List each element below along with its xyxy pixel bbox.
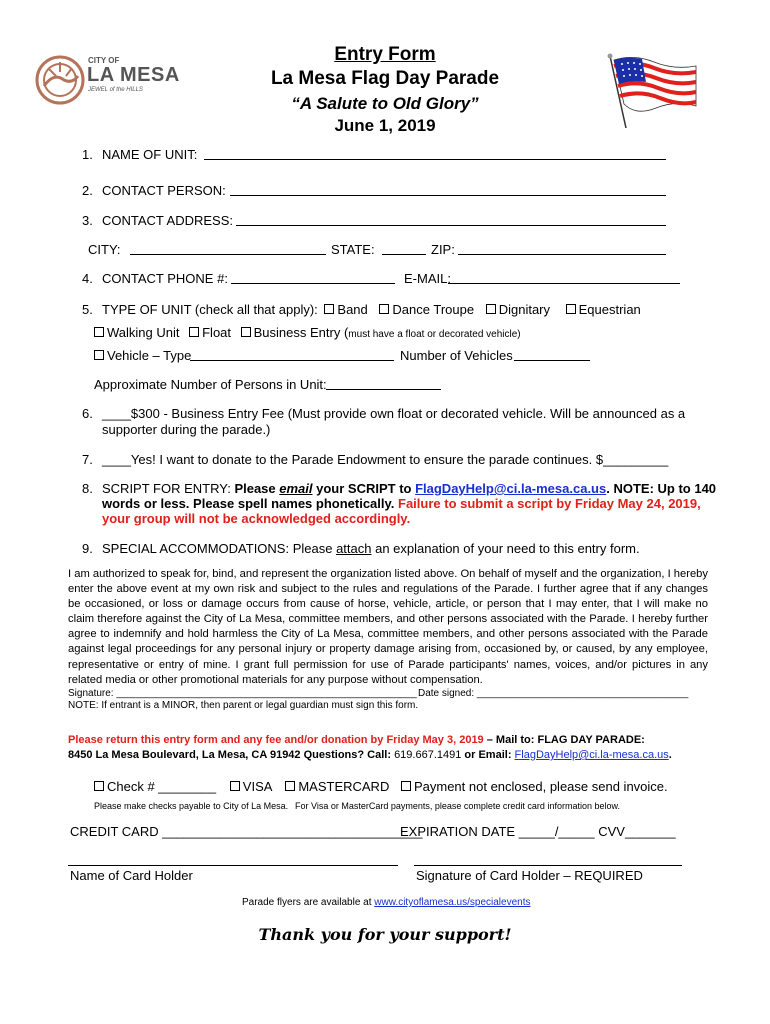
contact-person-label: CONTACT PERSON: (102, 183, 226, 198)
field-9-number: 9. (82, 541, 93, 556)
email-label: E-MAIL: (404, 271, 451, 286)
float-label: Float (202, 325, 232, 340)
field-3-number: 3. (82, 213, 93, 228)
script-deadline-warning: Failure to submit a script by Friday May 24, 2019, (398, 496, 701, 511)
logo-tagline: JEWEL of the HILLS (88, 87, 143, 93)
accommodations-label: SPECIAL ACCOMMODATIONS: Please (102, 541, 337, 556)
vehicle-checkbox[interactable] (94, 350, 104, 360)
business-fee-line2: supporter during the parade.) (102, 422, 271, 437)
name-of-unit-label: NAME OF UNIT: (102, 147, 198, 162)
dance-troupe-checkbox[interactable] (379, 304, 389, 314)
field-5-number: 5. (82, 302, 93, 317)
field-8-number: 8. (82, 481, 93, 496)
logo-emblem-icon (34, 54, 86, 106)
questions-phone: 619.667.1491 (394, 749, 462, 761)
walking-unit-checkbox[interactable] (94, 327, 104, 337)
dignitary-label: Dignitary (498, 302, 550, 317)
card-holder-signature-line[interactable] (414, 865, 682, 866)
card-holder-name-line[interactable] (68, 865, 398, 866)
dance-troupe-label: Dance Troupe (392, 302, 475, 317)
questions-email-link[interactable]: FlagDayHelp@ci.la-mesa.ca.us (514, 749, 669, 761)
email-field[interactable] (448, 271, 680, 284)
accommodations-rest: an explanation of your need to this entry form. (371, 541, 640, 556)
mastercard-label: MASTERCARD (298, 779, 390, 794)
return-line-1 (68, 734, 645, 746)
business-fee-text (102, 406, 685, 421)
accommodations-attach: attach (336, 541, 372, 556)
card-holder-name-label: Name of Card Holder (70, 868, 193, 883)
vehicle-type-field[interactable] (190, 348, 394, 361)
period: . (668, 749, 672, 761)
form-subtitle: La Mesa Flag Day Parade (270, 68, 500, 89)
script-email-word: email (279, 481, 313, 496)
invoice-checkbox[interactable] (401, 781, 411, 791)
contact-person-field[interactable] (230, 183, 666, 196)
script-line-3: your group will not be acknowledged accordingly. (102, 511, 411, 526)
donation-label: Yes! I want to donate to the Parade Endowment to ensure the parade continues. $_________ (130, 452, 669, 467)
number-of-vehicles-field[interactable] (514, 348, 590, 361)
contact-address-field[interactable] (236, 213, 666, 226)
contact-address-label: CONTACT ADDRESS: (102, 213, 233, 228)
dignitary-checkbox[interactable] (486, 304, 496, 314)
visa-checkbox[interactable] (230, 781, 240, 791)
check-label: Check # ________ (107, 779, 217, 794)
donation-blank[interactable]: ____ (102, 452, 131, 467)
signature-field[interactable]: Signature: ______________________________________________________ (68, 688, 417, 699)
or-email-label: or Email: (461, 749, 515, 761)
american-flag-icon (604, 52, 700, 132)
business-entry-label: Business Entry ( (253, 325, 349, 340)
form-date: June 1, 2019 (334, 116, 436, 135)
la-mesa-logo (34, 50, 180, 110)
logo-city-of: CITY OF (88, 56, 120, 65)
equestrian-label: Equestrian (578, 302, 641, 317)
mail-address: 8450 La Mesa Boulevard, La Mesa, CA 91942 Questions? Call: (68, 749, 395, 761)
band-checkbox[interactable] (324, 304, 334, 314)
band-label: Band (337, 302, 368, 317)
state-field[interactable] (382, 242, 426, 255)
return-deadline: Please return this entry form and any fee and/or donation by Friday May 3, 2019 (68, 734, 484, 746)
special-accommodations (102, 541, 640, 556)
field-4-number: 4. (82, 271, 93, 286)
city-field[interactable] (130, 242, 326, 255)
vehicle-row (94, 348, 191, 363)
persons-field[interactable] (326, 377, 441, 390)
thank-you-message: Thank you for your support! (258, 925, 512, 944)
field-7-number: 7. (82, 452, 93, 467)
type-of-unit-row (102, 302, 641, 317)
equestrian-checkbox[interactable] (566, 304, 576, 314)
mail-to-label: – Mail to: FLAG DAY PARADE: (483, 734, 645, 746)
form-title: Entry Form (334, 44, 436, 65)
contact-phone-label: CONTACT PHONE #: (102, 271, 228, 286)
zip-label: ZIP: (431, 242, 455, 257)
mastercard-checkbox[interactable] (285, 781, 295, 791)
script-line-1 (102, 481, 716, 496)
business-entry-checkbox[interactable] (241, 327, 251, 337)
logo-name: LA MESA (87, 64, 180, 86)
script-note: . NOTE: Up to 140 (606, 481, 717, 496)
minor-note: NOTE: If entrant is a MINOR, then parent or legal guardian must sign this form. (68, 700, 419, 711)
invoice-label: Payment not enclosed, please send invoice. (413, 779, 668, 794)
liability-agreement: I am authorized to speak for, bind, and represent the organization listed above. On behalf of myself and the organization, I hereby enter the above event at my own risk and subject to the rules and regulations of the Parade. I further agree that if any changes be occasioned, or loss or damage occurs from cause of horse, vehicle, article, or person that I may enter, that I will make no claim therefore against the City of La Mesa, committee members, and other persons associated with the Parade. I hereby further agree to indemnify and hold harmless the City of La Mesa, committee members, and other persons associated with the Parade against legal proceedings for any personal injury or property damage arising from, occasioned by, or caused, by any employee, representative or entry of mine. I grant full permission for use of Parade participants' names, voices, and/or pictures in any related media or other promotional materials for any purpose without compensation. (68, 568, 708, 686)
persons-label: Approximate Number of Persons in Unit: (94, 377, 327, 392)
payment-options (94, 779, 668, 794)
city-label: CITY: (88, 242, 121, 257)
business-fee-line1: $300 - Business Entry Fee (Must provide own float or decorated vehicle. Will be announced as a (130, 406, 686, 421)
script-email-link[interactable]: FlagDayHelp@ci.la-mesa.ca.us (415, 481, 607, 496)
number-of-vehicles-label: Number of Vehicles (400, 348, 513, 363)
business-entry-note: must have a float or decorated vehicle) (348, 329, 521, 340)
card-holder-signature-label: Signature of Card Holder – REQUIRED (416, 868, 643, 883)
name-of-unit-field[interactable] (204, 147, 666, 160)
script-phonetic-note: words or less. Please spell names phonetically. (102, 496, 398, 511)
script-line-2 (102, 496, 701, 511)
return-line-2 (68, 749, 672, 761)
check-checkbox[interactable] (94, 781, 104, 791)
flyers-link[interactable]: www.cityoflamesa.us/specialevents (374, 897, 531, 908)
check-payable-note: Please make checks payable to City of La Mesa. (94, 801, 289, 811)
script-label: SCRIPT FOR ENTRY: (102, 481, 231, 496)
visa-label: VISA (242, 779, 272, 794)
business-fee-blank[interactable]: ____ (102, 406, 131, 421)
field-6-number: 6. (82, 406, 93, 421)
date-signed-field[interactable]: Date signed: ______________________________________ (418, 688, 689, 699)
type-of-unit-label: TYPE OF UNIT (check all that apply): (102, 302, 318, 317)
state-label: STATE: (331, 242, 375, 257)
flyers-label: Parade flyers are available at (242, 897, 375, 908)
contact-phone-field[interactable] (231, 271, 395, 284)
field-2-number: 2. (82, 183, 93, 198)
field-1-number: 1. (82, 147, 93, 162)
script-please: Please (230, 481, 280, 496)
flyers-note (242, 897, 530, 908)
vehicle-type-label: Vehicle – Type (107, 348, 192, 363)
walking-unit-label: Walking Unit (107, 325, 180, 340)
type-of-unit-row-2 (94, 325, 521, 340)
zip-field[interactable] (458, 242, 666, 255)
float-checkbox[interactable] (189, 327, 199, 337)
form-tagline: “A Salute to Old Glory” (291, 94, 479, 113)
credit-card-field[interactable]: CREDIT CARD ____________________________________ (70, 824, 423, 839)
donation-text (102, 452, 668, 467)
card-payment-note: For Visa or MasterCard payments, please complete credit card information below. (295, 801, 620, 811)
script-to: your SCRIPT to (312, 481, 416, 496)
expiration-cvv-field[interactable]: EXPIRATION DATE _____/_____ CVV_______ (400, 824, 676, 839)
